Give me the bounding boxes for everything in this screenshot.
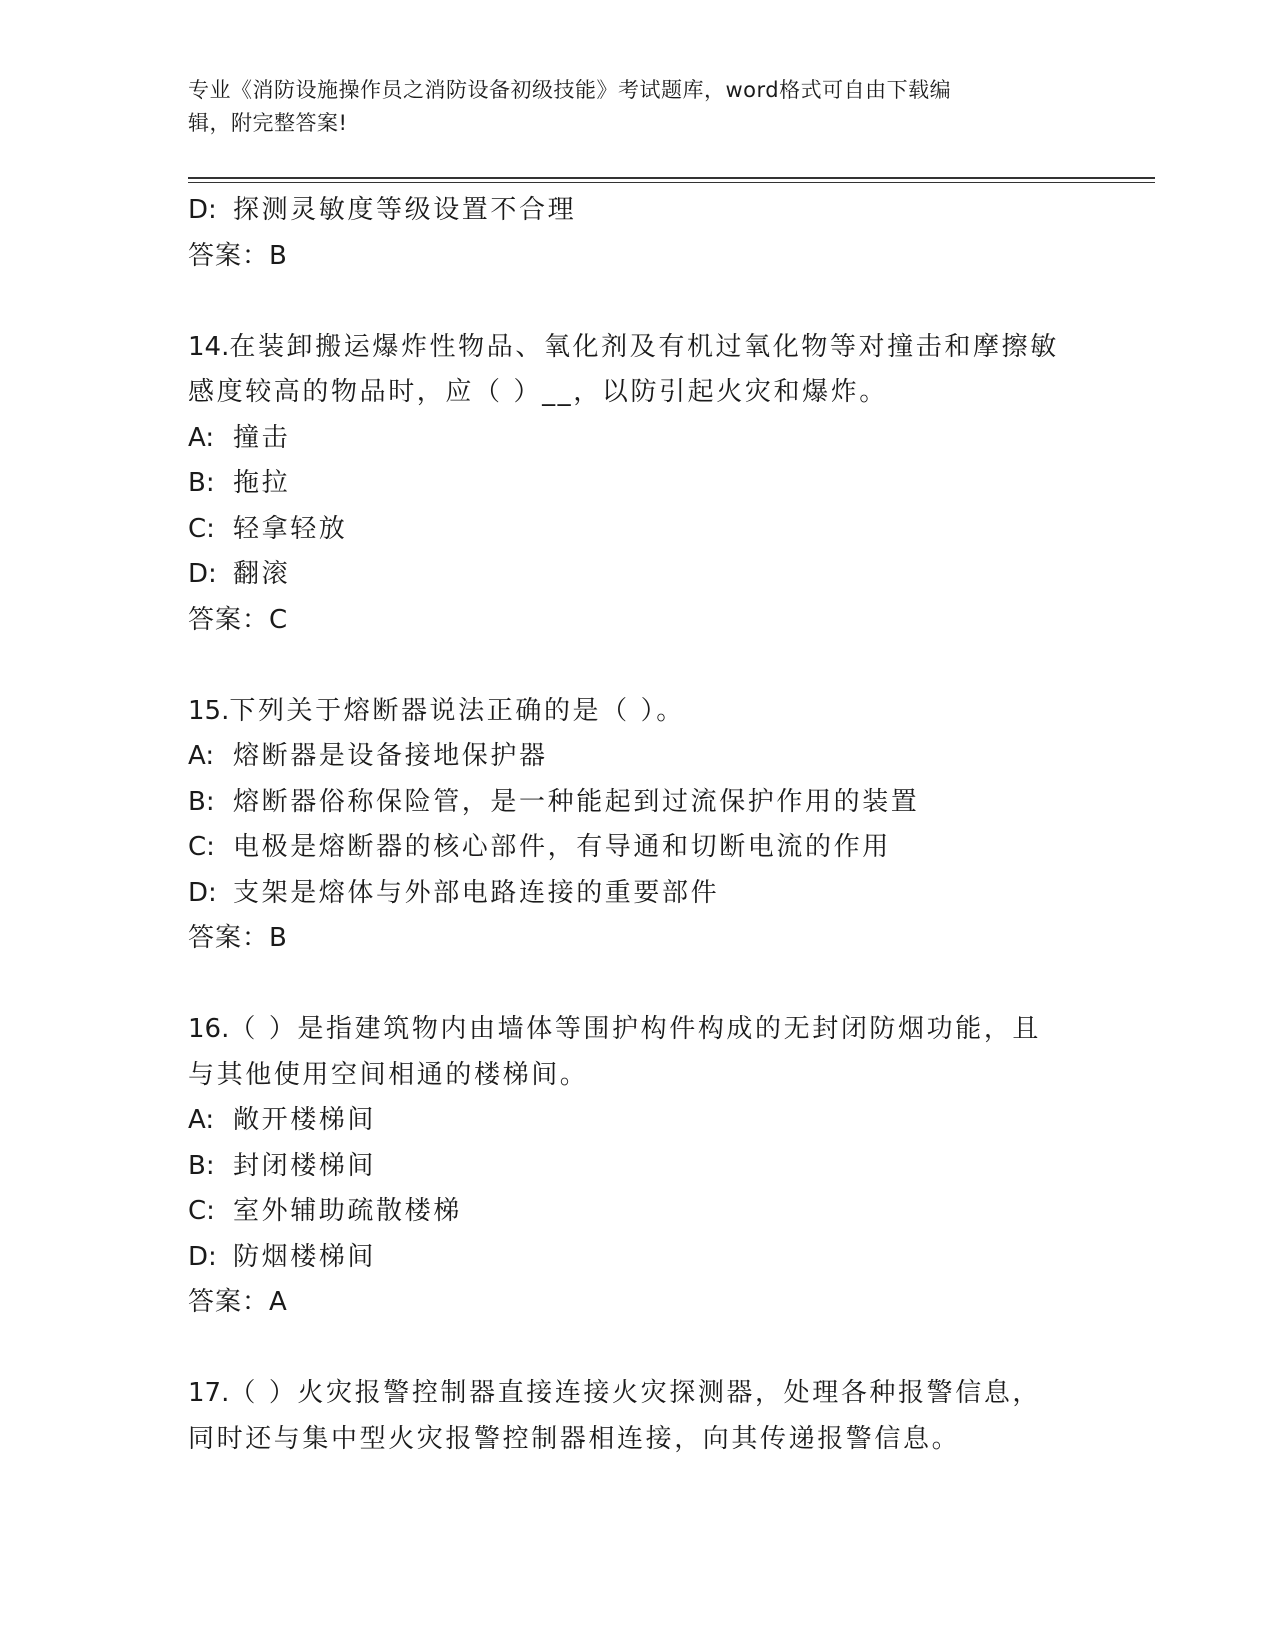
option-text: 敞开楼梯间 [233,1105,377,1135]
option-label: A: [188,741,215,771]
question-stem [188,1371,1088,1417]
question-number: 15. [188,695,230,726]
option-text: 拖拉 [233,468,291,498]
option-row [188,871,1088,917]
option-label: D: [188,877,217,908]
option-label: C: [188,832,215,862]
option-label: A: [188,422,215,453]
question-stem [188,325,1088,371]
option-row [188,416,1088,462]
question-stem-line: 感度较高的物品时，应（ ）__，以防引起火灾和爆炸。 [188,377,888,407]
option-text: 翻滚 [233,559,291,589]
option-row [188,1235,1088,1281]
option-label: C: [188,513,215,544]
question-block [188,325,1088,644]
option-text: 支架是熔体与外部电路连接的重要部件 [233,877,720,908]
question-number: 14. [188,331,230,362]
answer-line: 答案：B [188,240,288,271]
question-block [188,1371,1088,1462]
option-row [188,1098,1088,1144]
document-body [188,188,1088,1462]
option-text: 室外辅助疏散楼梯 [233,1196,462,1226]
option-text: 熔断器是设备接地保护器 [233,741,548,771]
question-number: 17. [188,1378,230,1408]
option-label: B: [188,468,215,498]
question-stem [188,689,1088,735]
answer-line: 答案：C [188,604,289,635]
document-header [188,74,1068,140]
header-rule-thick [188,177,1155,179]
option-label: B: [188,1150,215,1181]
option-text: 撞击 [233,422,291,453]
option-text: 防烟楼梯间 [233,1241,377,1272]
question-stem-line: 与其他使用空间相通的楼梯间。 [188,1059,589,1090]
spacer [188,1326,1088,1372]
option-label: D: [188,195,217,225]
question-block [188,1007,1088,1326]
option-row [188,1189,1088,1235]
question-number: 16. [188,1014,230,1044]
option-row [188,780,1088,826]
spacer [188,643,1088,689]
option-label: C: [188,1196,215,1226]
option-label: D: [188,559,217,589]
question-block [188,689,1088,962]
answer-line: 答案：A [188,1287,288,1317]
option-row [188,552,1088,598]
option-row [188,188,1088,234]
option-text: 探测灵敏度等级设置不合理 [233,195,577,225]
question-stem-line: （ ）火灾报警控制器直接连接火灾探测器，处理各种报警信息， [229,1378,1042,1408]
spacer [188,279,1088,325]
question-stem [188,1007,1088,1053]
option-text: 封闭楼梯间 [233,1150,377,1181]
option-label: D: [188,1241,217,1272]
option-row [188,461,1088,507]
question-stem-line: 同时还与集中型火灾报警控制器相连接，向其传递报警信息。 [188,1423,961,1454]
header-line-1: 专业《消防设施操作员之消防设备初级技能》考试题库，word格式可自由下载编 [188,78,952,102]
option-row [188,734,1088,780]
option-row [188,825,1088,871]
option-text: 熔断器俗称保险管，是一种能起到过流保护作用的装置 [233,786,920,817]
header-line-2: 辑，附完整答案! [188,111,348,135]
question-stem-line: 在装卸搬运爆炸性物品、氧化剂及有机过氧化物等对撞击和摩擦敏 [229,331,1059,362]
question-stem-line: （ ）是指建筑物内由墙体等围护构件构成的无封闭防烟功能，且 [229,1014,1042,1044]
option-label: B: [188,786,215,817]
option-row [188,1144,1088,1190]
option-text: 电极是熔断器的核心部件，有导通和切断电流的作用 [233,832,891,862]
question-stem-line: 下列关于熔断器说法正确的是（ ）。 [229,695,685,726]
spacer [188,962,1088,1008]
answer-line: 答案：B [188,923,288,953]
option-text: 轻拿轻放 [233,513,348,544]
option-label: A: [188,1105,215,1135]
option-row [188,507,1088,553]
header-rule-thin [188,182,1155,183]
